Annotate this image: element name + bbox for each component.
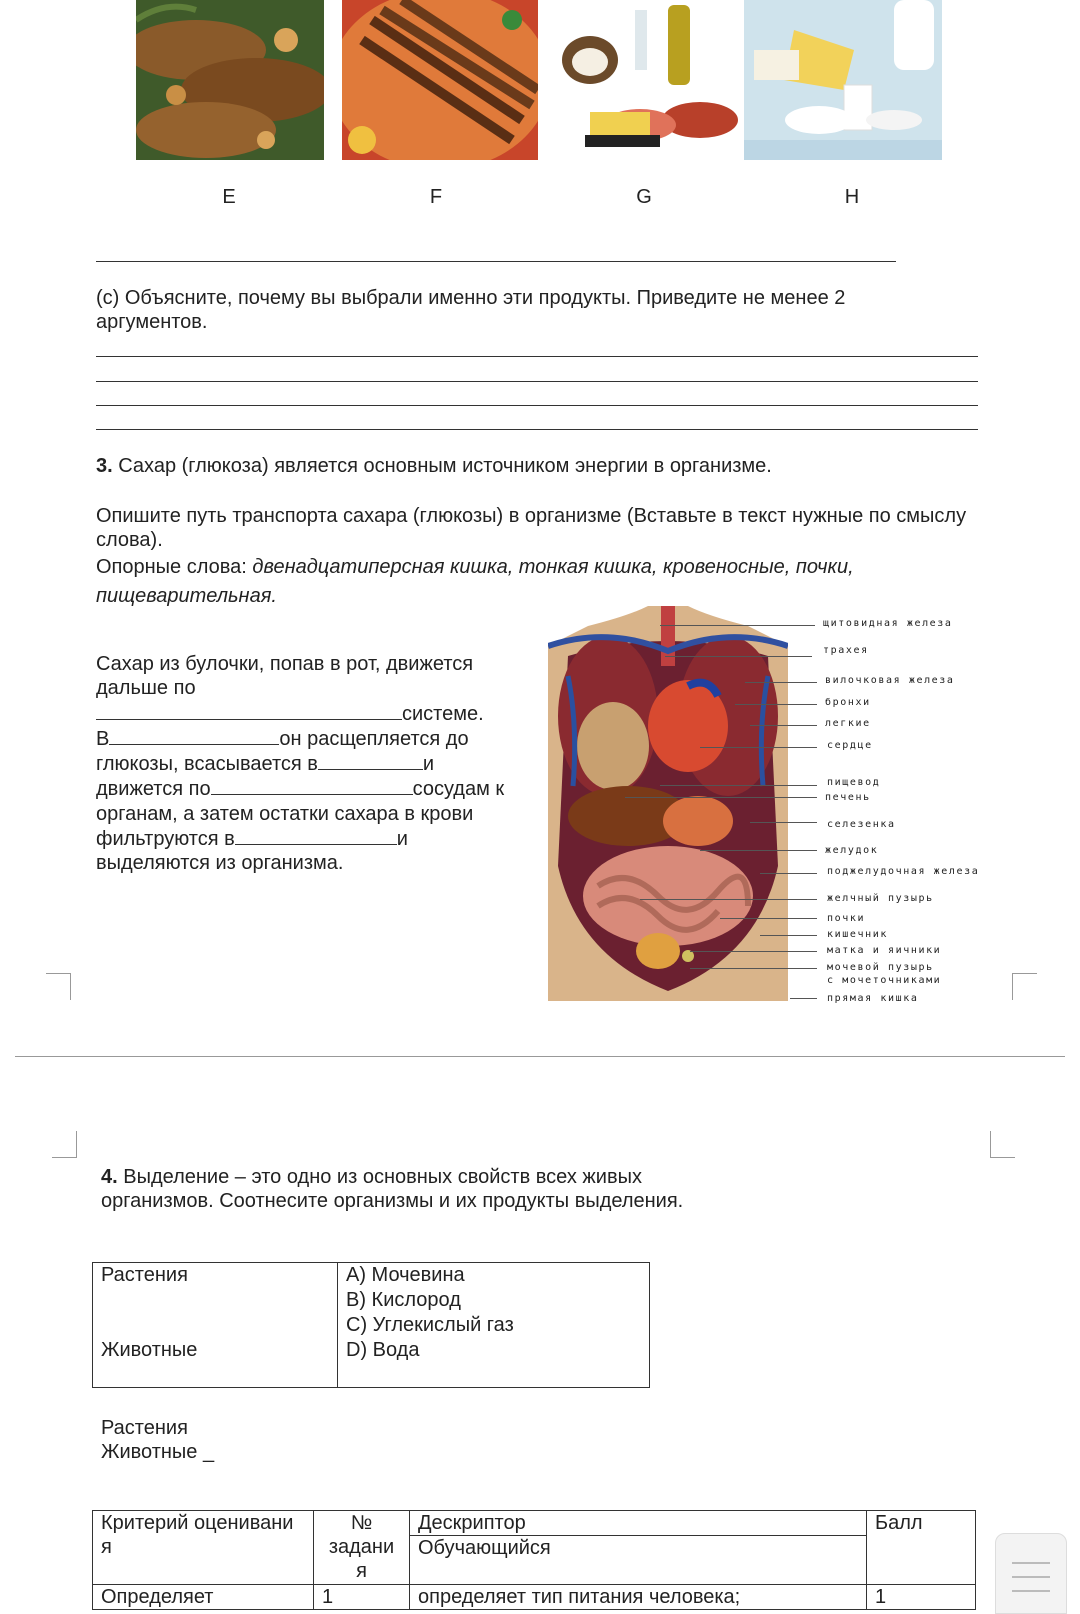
diagram-label: щитовидная железа xyxy=(823,618,953,629)
header-descriptor-sub: Обучающийся xyxy=(410,1536,867,1585)
page-corner-mark xyxy=(52,1131,77,1158)
answer-line xyxy=(96,381,978,382)
header-criterion: Критерий оценивани я xyxy=(93,1511,314,1585)
fill-text-3: В xyxy=(96,727,110,750)
diagram-label: прямая кишка xyxy=(827,993,919,1004)
product-item: A) Мочевина xyxy=(346,1264,465,1286)
task4-title-text: Выделение – это одно из основных свойств всех живых организмов. Соотнесите организмы и их продукты выделения. xyxy=(101,1166,684,1212)
product-item: C) Углекислый газ xyxy=(346,1314,514,1336)
image-label-h: H xyxy=(844,186,860,208)
diagram-label: вилочковая железа xyxy=(825,675,955,686)
task3-title-text: Сахар (глюкоза) является основным источником энергии в организме. xyxy=(118,455,772,477)
photo-dairy xyxy=(744,0,942,160)
fill-text-5: и движется по xyxy=(96,753,435,801)
section-c-prompt: (с) Объясните, почему вы выбрали именно эти продукты. Приведите не менее 2 аргументов. xyxy=(96,287,846,333)
diagram-label: пищевод xyxy=(827,777,881,788)
menu-icon[interactable] xyxy=(995,1533,1067,1614)
product-item: B) Кислород xyxy=(346,1289,461,1311)
task3-fill-in-text xyxy=(96,652,516,876)
row-task-no: 1 xyxy=(314,1585,410,1610)
organisms-cell xyxy=(93,1263,338,1388)
photo-meat-oil xyxy=(550,0,738,160)
page-corner-mark xyxy=(990,1131,1015,1158)
task4-title xyxy=(101,1165,701,1213)
organism-item: Растения xyxy=(101,1264,188,1286)
page-break xyxy=(15,1056,1065,1057)
products-cell xyxy=(338,1263,650,1388)
task3-keywords-label: Опорные слова: xyxy=(96,556,247,578)
row-score: 1 xyxy=(867,1585,976,1610)
table-row xyxy=(93,1585,976,1610)
blank-1[interactable] xyxy=(96,701,402,720)
answer-line xyxy=(96,429,978,430)
diagram-label: с мочеточниками xyxy=(827,975,942,986)
diagram-label: желудок xyxy=(825,845,879,856)
organism-item: Животные xyxy=(101,1339,198,1361)
photo-kebab xyxy=(342,0,538,160)
diagram-label: матка и яичники xyxy=(827,945,942,956)
image-label-f: F xyxy=(429,186,443,208)
task3-keywords xyxy=(96,553,916,611)
task3-title xyxy=(96,454,976,478)
image-label-g: G xyxy=(636,186,652,208)
fill-text-7: и выделяются из организма. xyxy=(96,828,408,875)
diagram-label: легкие xyxy=(825,718,871,729)
fill-text-4: он расщепляется до глюкозы, всасывается в xyxy=(96,727,469,776)
diagram-label: селезенка xyxy=(827,819,896,830)
diagram-label: кишечник xyxy=(827,929,888,940)
answer-line xyxy=(96,405,978,406)
task4-number: 4. xyxy=(101,1166,118,1188)
row-descriptor: определяет тип питания человека; xyxy=(410,1585,867,1610)
header-score: Балл xyxy=(867,1511,976,1585)
diagram-label: поджелудочная железа xyxy=(827,866,980,877)
row-criterion: Определяет xyxy=(93,1585,314,1610)
task3-instruction: Опишите путь транспорта сахара (глюкозы) в организме (Вставьте в текст нужные по смыслу слова). xyxy=(96,505,967,551)
blank-2[interactable] xyxy=(109,726,279,745)
fill-text-1: Сахар из булочки, попав в рот, движется дальше по xyxy=(96,653,474,700)
answer-line xyxy=(96,356,978,357)
answer-line-animals[interactable]: Животные _ xyxy=(101,1441,215,1463)
page-corner-mark xyxy=(46,973,71,1000)
product-item: D) Вода xyxy=(346,1339,420,1361)
blank-5[interactable] xyxy=(235,826,397,845)
answer-line-plants[interactable]: Растения xyxy=(101,1417,188,1439)
diagram-label: печень xyxy=(825,792,871,803)
fill-text-6: сосудам к органам, а затем остатки сахара в крови фильтруются в xyxy=(96,778,505,851)
blank-4[interactable] xyxy=(211,776,413,795)
diagram-label: почки xyxy=(827,913,866,924)
photo-fish xyxy=(136,0,324,160)
image-label-e: E xyxy=(222,186,236,208)
diagram-label: сердце xyxy=(827,740,873,751)
task3-keywords-text: двенадцатиперсная кишка, тонкая кишка, кровеносные, почки, пищеварительная. xyxy=(96,556,854,607)
task3-number: 3. xyxy=(96,455,113,477)
header-descriptor: Дескриптор xyxy=(410,1511,867,1536)
page-corner-mark xyxy=(1012,973,1037,1000)
diagram-label: бронхи xyxy=(825,697,871,708)
matching-table xyxy=(92,1262,650,1388)
diagram-label: желчный пузырь xyxy=(827,893,934,904)
criteria-table xyxy=(92,1510,976,1610)
blank-3[interactable] xyxy=(318,751,423,770)
header-task-no: № задани я xyxy=(314,1511,410,1585)
anatomy-diagram xyxy=(548,606,788,1001)
answer-line xyxy=(96,261,896,262)
diagram-label: мочевой пузырь xyxy=(827,962,934,973)
diagram-label: трахея xyxy=(823,645,869,656)
fill-text-2: системе. xyxy=(402,702,484,725)
